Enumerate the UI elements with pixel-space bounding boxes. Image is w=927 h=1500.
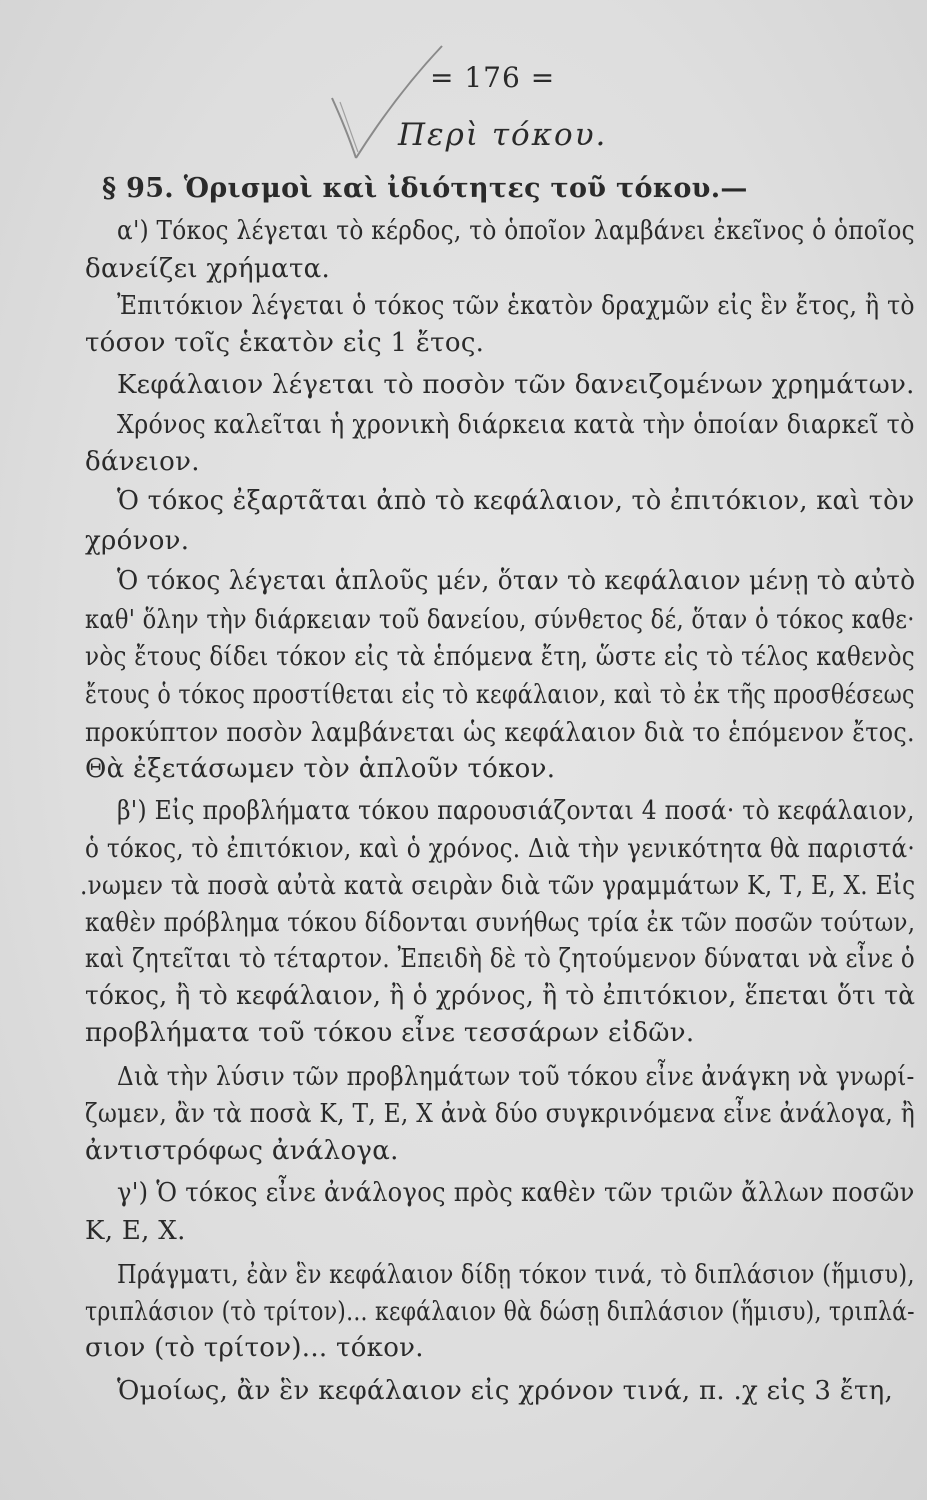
text-line: νὸς ἔτους δίδει τόκον εἰς τὰ ἑπόμενα ἔτη, ὥστε εἰς τὸ τέλος καθενὸς xyxy=(85,642,915,672)
text-line: γ') Ὁ τόκος εἶνε ἀνάλογος πρὸς καθὲν τῶν τριῶν ἄλλων ποσῶν xyxy=(117,1178,915,1208)
text-line: Κεφάλαιον λέγεται τὸ ποσὸν τῶν δανειζομένων χρημάτων. xyxy=(117,370,915,400)
text-line: Διὰ τὴν λύσιν τῶν προβλημάτων τοῦ τόκου εἶνε ἀνάγκη νὰ γνωρί- xyxy=(117,1062,915,1092)
text-line: ζωμεν, ἂν τὰ ποσὰ Κ, Τ, Ε, Χ ἀνὰ δύο συγκρινόμενα εἶνε ἀνάλογα, ἢ xyxy=(85,1099,916,1129)
text-line: δανείζει χρήματα. xyxy=(85,254,331,284)
text-line: τόκος, ἢ τὸ κεφάλαιον, ἢ ὁ χρόνος, ἢ τὸ ἐπιτόκιον, ἕπεται ὅτι τὰ xyxy=(85,981,916,1011)
text-line: τόσον τοῖς ἑκατὸν εἰς 1 ἔτος. xyxy=(85,328,485,358)
text-line: Κ, Ε, Χ. xyxy=(85,1216,186,1246)
text-line: Ἐπιτόκιον λέγεται ὁ τόκος τῶν ἑκατὸν δραχμῶν εἰς ἓν ἔτος, ἢ τὸ xyxy=(117,291,915,321)
text-line: δάνειον. xyxy=(85,447,200,477)
text-line: Πράγματι, ἐὰν ἓν κεφάλαιον δίδῃ τόκον τινά, τὸ διπλάσιον (ἥμισυ), xyxy=(117,1260,915,1290)
paragraph-heading: § 95. Ὁρισμοὶ καὶ ἰδιότητες τοῦ τόκου.— xyxy=(102,173,748,204)
text-line: Ὁ τόκος λέγεται ἁπλοῦς μέν, ὅταν τὸ κεφάλαιον μένῃ τὸ αὐτὸ xyxy=(117,566,916,596)
text-line: .νωμεν τὰ ποσὰ αὐτὰ κατὰ σειρὰν διὰ τῶν γραμμάτων Κ, Τ, Ε, Χ. Εἰς xyxy=(80,871,916,901)
text-line: Ὁμοίως, ἂν ἓν κεφάλαιον εἰς χρόνον τινά, π. .χ εἰς 3 ἔτη, xyxy=(117,1376,894,1406)
text-line: ἔτους ὁ τόκος προστίθεται εἰς τὸ κεφάλαιον, καὶ τὸ ἐκ τῆς προσθέσεως xyxy=(85,680,915,710)
text-line: χρόνον. xyxy=(85,526,190,556)
text-line: α') Τόκος λέγεται τὸ κέρδος, τὸ ὁποῖον λαμβάνει ἐκεῖνος ὁ ὁποῖος xyxy=(117,216,915,246)
section-title: Περὶ τόκου. xyxy=(398,117,608,153)
text-line: καθ' ὅλην τὴν διάρκειαν τοῦ δανείου, σύνθετος δέ, ὅταν ὁ τόκος καθε· xyxy=(85,605,915,635)
text-line: καὶ ζητεῖται τὸ τέταρτον. Ἐπειδὴ δὲ τὸ ζητούμενον δύναται νὰ εἶνε ὁ xyxy=(85,944,915,974)
text-line: Χρόνος καλεῖται ἡ χρονικὴ διάρκεια κατὰ τὴν ὁποίαν διαρκεῖ τὸ xyxy=(117,410,915,440)
text-line: προβλήματα τοῦ τόκου εἶνε τεσσάρων εἰδῶν. xyxy=(85,1018,695,1048)
text-line: προκύπτον ποσὸν λαμβάνεται ὡς κεφάλαιον διὰ το ἑπόμενον ἔτος. xyxy=(85,718,915,748)
page-number: = 176 = xyxy=(430,61,556,94)
text-line: σιον (τὸ τρίτον)... τόκον. xyxy=(85,1333,424,1363)
text-line: Ὁ τόκος ἐξαρτᾶται ἀπὸ τὸ κεφάλαιον, τὸ ἐπιτόκιον, καὶ τὸν xyxy=(117,486,915,516)
text-line: ἀντιστρόφως ἀνάλογα. xyxy=(85,1136,399,1166)
text-line: ὁ τόκος, τὸ ἐπιτόκιον, καὶ ὁ χρόνος. Διὰ τὴν γενικότητα θὰ παριστά· xyxy=(85,834,915,864)
text-line: Θὰ ἐξετάσωμεν τὸν ἁπλοῦν τόκον. xyxy=(85,754,556,784)
text-line: β') Εἰς προβλήματα τόκου παρουσιάζονται 4 ποσά· τὸ κεφάλαιον, xyxy=(117,796,915,826)
text-line: τριπλάσιον (τὸ τρίτον)... κεφάλαιον θὰ δώσῃ διπλάσιον (ἥμισυ), τριπλά- xyxy=(85,1297,915,1327)
text-line: καθὲν πρόβλημα τόκου δίδονται συνήθως τρία ἐκ τῶν ποσῶν τούτων, xyxy=(85,908,916,938)
